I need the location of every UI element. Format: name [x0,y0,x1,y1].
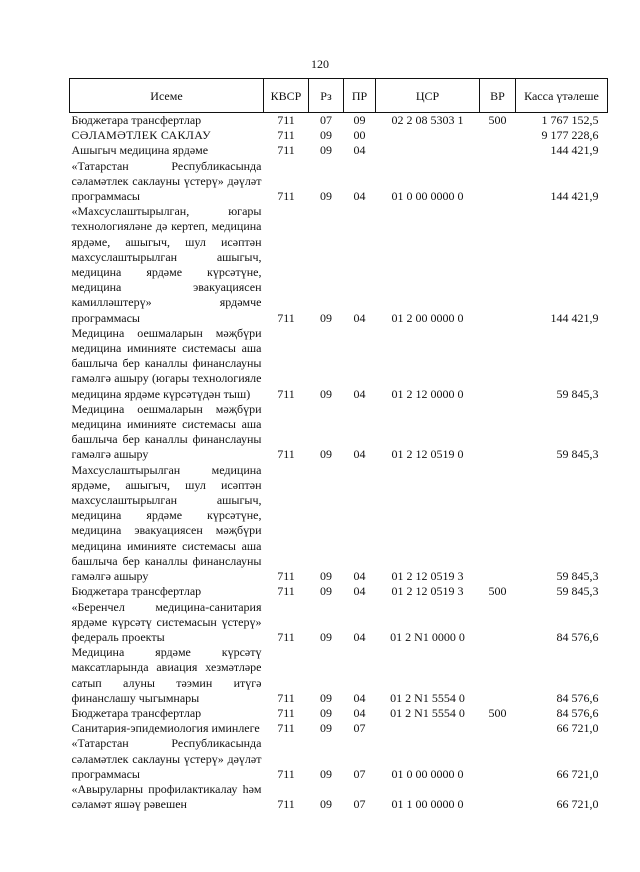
cell-csr: 01 2 N1 5554 0 [390,690,465,705]
cell-csr: 01 0 00 0000 0 [391,766,464,781]
cell-pr: 07 [353,797,366,812]
cell-pr: 04 [353,310,366,325]
cell-vr: 500 [488,584,507,599]
cell-name: СӘЛАМӘТЛЕК САКЛАУ [71,128,211,143]
cell-rz: 09 [320,584,332,599]
cell-sum: 84 576,6 [556,629,599,644]
cell-name: Медицина оешмаларын мәҗбүри медицина иминияте системасы аша башлыча бер каналлы финанслауны гамәлгә ашыру (югары технологияле медицина ярдәме күрсәтүдән тыш) [71,325,262,401]
cell-sum: 9 177 228,6 [541,128,599,143]
cell-pr: 04 [353,690,366,705]
cell-vr [480,645,516,706]
header-sum: Касса үтәлеше [516,79,608,113]
cell-rz: 07 [320,113,332,127]
table-row [70,721,608,736]
cell-kvsr: 711 [277,189,295,204]
cell-kvsr: 711 [277,584,295,599]
table-row [70,736,608,782]
cell-name: Санитария-эпидемиология иминлеге [71,721,260,736]
cell-rz: 09 [320,143,332,158]
cell-rz: 09 [320,569,332,584]
cell-name: «Татарстан Республикасында сәламәтлек саклауны үстерү» дәүләт программасы [71,736,262,781]
table-row [70,143,608,158]
cell-sum: 59 845,3 [556,447,599,462]
table-row [70,128,608,143]
cell-rz: 09 [320,705,332,720]
cell-kvsr: 711 [277,143,295,158]
cell-pr: 07 [353,766,366,781]
cell-sum: 66 721,0 [556,797,599,812]
cell-rz: 09 [320,766,332,781]
cell-sum: 144 421,9 [550,189,599,204]
cell-rz: 09 [320,386,332,401]
table-row [70,326,608,402]
cell-csr: 01 2 N1 5554 0 [390,705,465,720]
table-row [70,782,608,812]
cell-rz: 09 [320,629,332,644]
table-row [70,159,608,205]
cell-name: Бюджетара трансфертлар [71,584,202,599]
header-kvsr: КВСР [264,79,309,113]
table-row [70,463,608,585]
cell-sum: 59 845,3 [556,569,599,584]
cell-pr: 04 [353,629,366,644]
budget-table [69,78,608,812]
table-row [70,706,608,721]
cell-vr [480,463,516,585]
cell-pr: 04 [353,143,366,158]
cell-sum: 84 576,6 [556,705,599,720]
cell-kvsr: 711 [277,705,295,720]
cell-csr [376,143,480,158]
cell-csr: 01 2 N1 0000 0 [390,629,465,644]
header-csr: ЦСР [376,79,480,113]
cell-kvsr: 711 [277,113,295,127]
cell-name: «Авыруларны профилактикалау һәм сәламәт яшәү рәвешен [71,781,262,812]
cell-sum: 1 767 152,5 [541,113,599,127]
cell-sum: 66 721,0 [556,721,599,736]
cell-rz: 09 [320,797,332,812]
cell-name: «Татарстан Республикасында сәламәтлек саклауны үстерү» дәүләт программасы [71,158,262,204]
cell-csr: 01 0 00 0000 0 [391,189,464,204]
cell-pr: 04 [353,705,366,720]
cell-kvsr: 711 [277,310,295,325]
cell-rz: 09 [320,721,332,736]
table-row [70,402,608,463]
cell-pr: 04 [353,584,366,599]
header-name: Исеме [70,79,264,113]
cell-pr: 04 [353,189,366,204]
cell-csr: 01 2 12 0519 3 [391,569,464,584]
cell-pr: 04 [353,386,366,401]
table-row [70,584,608,599]
cell-pr: 00 [353,128,366,143]
cell-csr: 01 2 12 0000 0 [391,386,464,401]
cell-rz: 09 [320,128,332,143]
cell-sum: 144 421,9 [550,310,599,325]
cell-pr: 04 [353,569,366,584]
cell-kvsr: 711 [277,569,295,584]
page-number: 120 [311,57,329,71]
cell-name: Бюджетара трансфертлар [71,113,202,127]
cell-csr: 01 2 12 0519 3 [391,584,464,599]
cell-name: Медицина ярдәме күрсәтү максатларында авиация хезмәтләре сатып алуны тәэмин итүгә финанслашу чыгымнары [71,645,262,705]
cell-csr: 01 1 00 0000 0 [391,797,464,812]
cell-vr [480,326,516,402]
cell-rz: 09 [320,310,332,325]
cell-rz: 09 [320,447,332,462]
cell-kvsr: 711 [277,690,295,705]
cell-vr [480,204,516,326]
cell-kvsr: 711 [277,447,295,462]
cell-vr [480,721,516,736]
header-rz: Рз [309,79,344,113]
cell-csr [376,721,480,736]
table-header-row [70,79,608,113]
cell-name: Махсуслаштырылган медицина ярдәме, ашыгыч, шул исәптән махсуслаштырылган ашыгыч, медицина ярдәме күрсәтүне, медицина эвакуациясен мәҗбүри медицина иминияте системасы аша башлыча бер каналлы финанслауны гамәлгә ашыру [71,462,262,584]
cell-kvsr: 711 [277,386,295,401]
cell-csr: 02 2 08 5303 1 [391,113,464,127]
cell-vr [480,128,516,143]
cell-kvsr: 711 [277,797,295,812]
cell-kvsr: 711 [277,128,295,143]
cell-name: Ашыгыч медицина ярдәме [71,143,209,158]
table-row [70,645,608,706]
table-row [70,600,608,646]
cell-name: «Махсуслаштырылган, югары технологияләне дә кертеп, медицина ярдәме, ашыгыч, шул исәптән махсуслаштырылган ашыгыч, медицина ярдәме күрсәтүне, медицина эвакуациясен камилләштерү» ярдәмче программасы [71,204,262,325]
cell-kvsr: 711 [277,721,295,736]
cell-pr: 04 [353,447,366,462]
cell-kvsr: 711 [277,629,295,644]
cell-rz: 09 [320,690,332,705]
cell-csr: 01 2 00 0000 0 [391,310,464,325]
header-pr: ПР [344,79,376,113]
table-row [70,204,608,326]
cell-vr: 500 [488,113,507,127]
cell-vr [480,600,516,646]
cell-sum: 84 576,6 [556,690,599,705]
cell-sum: 59 845,3 [556,584,599,599]
cell-sum: 59 845,3 [556,386,599,401]
cell-sum: 144 421,9 [550,143,599,158]
cell-vr [480,143,516,158]
cell-kvsr: 711 [277,766,295,781]
cell-vr [480,782,516,812]
cell-vr [480,159,516,205]
table-row [70,113,608,129]
cell-pr: 07 [353,721,366,736]
cell-name: «Беренчел медицина-санитария ярдәме күрсәтү системасын үстерү» федераль проекты [71,599,262,644]
cell-csr [376,128,480,143]
cell-sum: 66 721,0 [556,766,599,781]
cell-name: Медицина оешмаларын мәҗбүри медицина иминияте системасы аша башлыча бер каналлы финанслауны гамәлгә ашыру [71,401,262,462]
cell-name: Бюджетара трансфертлар [71,705,202,720]
cell-vr [480,736,516,782]
cell-csr: 01 2 12 0519 0 [391,447,464,462]
cell-vr [480,402,516,463]
cell-pr: 09 [353,113,366,127]
header-vr: ВР [480,79,516,113]
cell-rz: 09 [320,189,332,204]
cell-vr: 500 [488,705,507,720]
